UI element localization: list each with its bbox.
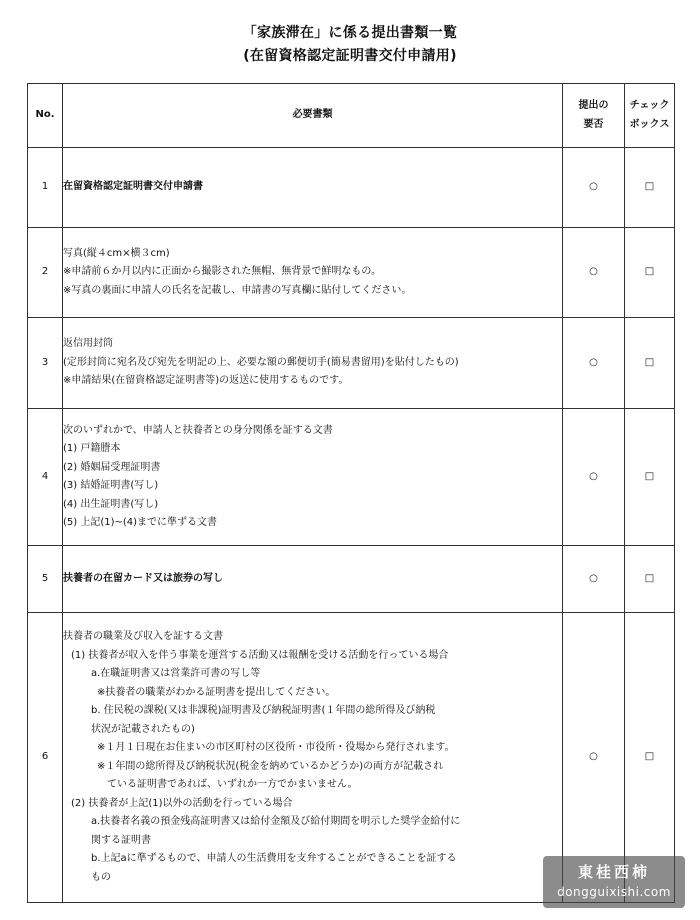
header-row: [28, 84, 675, 148]
row-number: 3: [28, 318, 63, 409]
required-documents: [63, 318, 563, 409]
header-documents: 必要書類: [63, 84, 563, 148]
row-number: 5: [28, 546, 63, 613]
header-submission-line1: 提出の: [578, 100, 609, 111]
header-submission: [563, 84, 625, 148]
document-line: 状況が記載されたもの): [91, 723, 195, 735]
submission-required-mark: ○: [563, 148, 625, 228]
document-line: ※申請前６か月以内に正面から撮影された無帽、無背景で鮮明なもの。: [63, 266, 381, 278]
document-line: ※１年間の総所得及び納税状況(税金を納めているかどうか)の両方が記載され: [97, 760, 444, 772]
document-line: 扶養者の在留カード又は旅券の写し: [63, 572, 223, 584]
document-line: もの: [91, 871, 111, 883]
document-line: 在留資格認定証明書交付申請書: [63, 181, 203, 193]
submission-required-mark: ○: [563, 228, 625, 318]
header-submission-line2: 要否: [583, 118, 604, 130]
submission-required-mark: ○: [563, 546, 625, 613]
watermark-domain: dongguixishi.com: [557, 885, 671, 899]
document-line: ※１月１日現在お住まいの市区町村の区役所・市役所・役場から発行されます。: [97, 742, 455, 753]
submission-required-mark: ○: [563, 318, 625, 409]
document-line: ※写真の裏面に申請人の氏名を記載し、申請書の写真欄に貼付してください。: [63, 284, 412, 296]
header-no: No.: [28, 84, 63, 148]
title-block: [0, 22, 700, 68]
header-checkbox-line2: ボックス: [629, 118, 670, 130]
document-line: b.上記aに準ずるもので、申請人の生活費用を支弁することができることを証する: [91, 853, 457, 864]
required-documents: [63, 409, 563, 546]
row-number: 1: [28, 148, 63, 228]
document-line: ※申請結果(在留資格認定証明書等)の返送に使用するものです。: [63, 375, 349, 387]
document-line: 返信用封筒: [63, 338, 113, 350]
document-line: ている証明書であれば、いずれか一方でかまいません。: [107, 779, 358, 790]
document-line: (1) 戸籍謄本: [63, 443, 121, 454]
table-row: [28, 546, 675, 613]
document-line: (1) 扶養者が収入を伴う事業を運営する活動又は報酬を受ける活動を行っている場合: [71, 649, 449, 661]
document-line: (2) 扶養者が上記(1)以外の活動を行っている場合: [71, 797, 293, 809]
documents-table: [27, 83, 675, 903]
document-line: b. 住民税の課税(又は非課税)証明書及び納税証明書(１年間の総所得及び納税: [91, 705, 436, 716]
document-line: 関する証明書: [91, 834, 151, 846]
required-documents: [63, 546, 563, 613]
table-row: [28, 148, 675, 228]
row-number: 2: [28, 228, 63, 318]
submission-required-mark: ○: [563, 613, 625, 903]
check-box[interactable]: □: [625, 409, 675, 546]
row-number: 4: [28, 409, 63, 546]
document-line: a.扶養者名義の預金残高証明書又は給付金額及び給付期間を明示した奨学金給付に: [91, 816, 461, 827]
watermark-chinese: 東桂西柿: [577, 863, 650, 881]
watermark-logo: [543, 856, 685, 908]
table-row: [28, 228, 675, 318]
check-box[interactable]: □: [625, 318, 675, 409]
check-box[interactable]: □: [625, 546, 675, 613]
check-box[interactable]: □: [625, 148, 675, 228]
row-number: 6: [28, 613, 63, 903]
table-row: [28, 409, 675, 546]
submission-required-mark: ○: [563, 409, 625, 546]
required-documents: [63, 228, 563, 318]
check-box[interactable]: □: [625, 228, 675, 318]
document-line: (定形封筒に宛名及び宛先を明記の上、必要な額の郵便切手(簡易書留用)を貼付したもの): [63, 356, 459, 368]
required-documents: [63, 613, 563, 903]
header-checkbox: [625, 84, 675, 148]
check-box[interactable]: □: [625, 613, 675, 903]
document-line: (4) 出生証明書(写し): [63, 498, 159, 510]
required-documents: [63, 148, 563, 228]
document-title: 「家族滞在」に係る提出書類一覧: [242, 25, 458, 41]
document-line: ※扶養者の職業がわかる証明書を提出してください。: [97, 686, 336, 698]
table-row: [28, 318, 675, 409]
document-line: 扶養者の職業及び収入を証する文書: [63, 631, 223, 642]
document-line: (2) 婚姻届受理証明書: [63, 461, 161, 473]
document-line: (3) 結婚証明書(写し): [63, 480, 159, 491]
document-line: (5) 上記(1)~(4)までに準ずる文書: [63, 517, 218, 528]
document-line: a.在職証明書又は営業許可書の写し等: [91, 668, 261, 679]
document-line: 写真(縦４cm×横３cm): [63, 247, 170, 259]
document-subtitle: (在留資格認定証明書交付申請用): [243, 48, 457, 64]
document-line: 次のいずれかで、申請人と扶養者との身分関係を証する文書: [63, 424, 333, 436]
header-checkbox-line1: チェック: [629, 100, 670, 111]
